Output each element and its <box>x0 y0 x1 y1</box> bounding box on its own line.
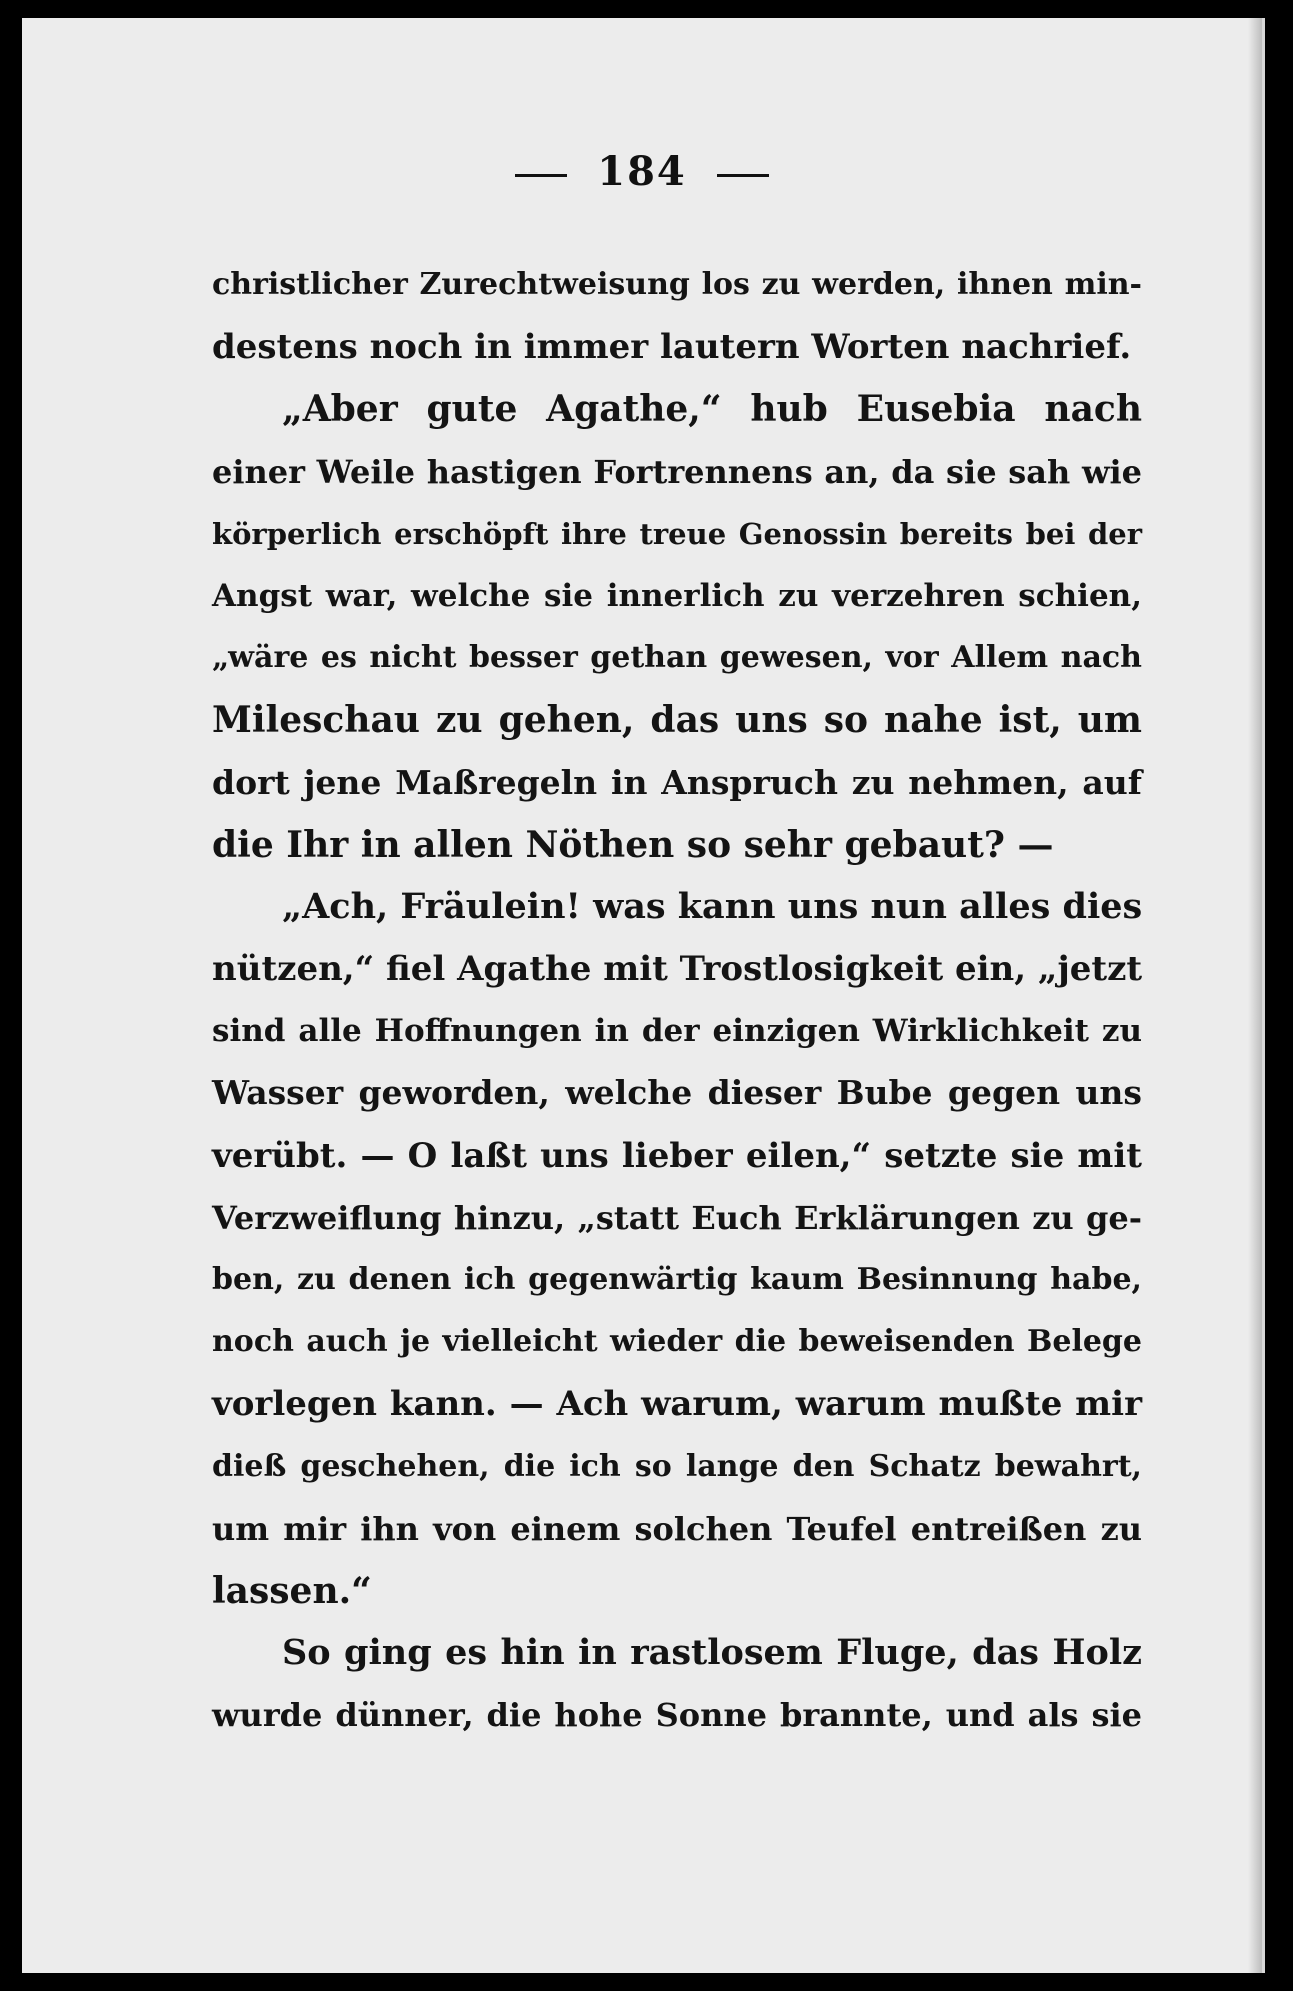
page-number: 184 <box>597 148 687 195</box>
text-line: sind alle Hoffnungen in der einzigen Wirklichkeit zu <box>212 1013 1142 1050</box>
text-line: destens noch in immer lautern Worten nachrief. <box>212 327 1132 368</box>
text-line: So ging es hin in rastlosem Fluge, das Holz <box>282 1632 1142 1674</box>
text-line: noch auch je vielleicht wieder die beweisenden Belege <box>212 1324 1142 1360</box>
text-line: „wäre es nicht besser gethan gewesen, vor Allem nach <box>212 640 1142 676</box>
header-dash-right <box>717 174 769 177</box>
text-line: körperlich erschöpft ihre treue Genossin bereits bei der <box>212 516 1142 551</box>
text-line: „Ach, Fräulein! was kann uns nun alles dies <box>282 885 1143 927</box>
text-line: nützen,“ fiel Agathe mit Trostlosigkeit ein, „jetzt <box>212 949 1143 990</box>
page-edge-shadow <box>1248 18 1262 1973</box>
text-line: christlicher Zurechtweisung los zu werden, ihnen min- <box>212 267 1142 302</box>
text-line: lassen.“ <box>212 1569 372 1612</box>
text-line: um mir ihn von einem solchen Teufel entreißen zu <box>212 1509 1142 1548</box>
text-line: dort jene Maßregeln in Anspruch zu nehmen, auf <box>212 762 1142 802</box>
text-line: ben, zu denen ich gegenwärtig kaum Besinnung habe, <box>212 1262 1142 1297</box>
text-line: wurde dünner, die hohe Sonne brannte, und als sie <box>212 1696 1142 1735</box>
text-line: dieß geschehen, die ich so lange den Schatz bewahrt, <box>212 1448 1142 1484</box>
text-line: Wasser geworden, welche dieser Bube gegen uns <box>212 1073 1142 1113</box>
body-text <box>212 254 1142 1747</box>
text-line: verübt. — O laßt uns lieber eilen,“ setzte sie mit <box>212 1135 1142 1176</box>
page-header <box>22 148 1262 195</box>
book-page <box>22 18 1265 1973</box>
text-line: „Aber gute Agathe,“ hub Eusebia nach <box>282 388 1142 431</box>
text-line: einer Weile hastigen Fortrennens an, da sie sah wie <box>212 452 1142 491</box>
text-line: Verzweiflung hinzu, „statt Euch Erklärungen zu ge- <box>212 1198 1142 1237</box>
header-dash-left <box>515 174 567 177</box>
text-line: Mileschau zu gehen, das uns so nahe ist, um <box>212 699 1142 742</box>
text-line: die Ihr in allen Nöthen so sehr gebaut? — <box>212 823 1054 866</box>
text-line: Angst war, welche sie innerlich zu verzehren schien, <box>212 577 1142 614</box>
text-line: vorlegen kann. — Ach warum, warum mußte mir <box>212 1384 1142 1425</box>
